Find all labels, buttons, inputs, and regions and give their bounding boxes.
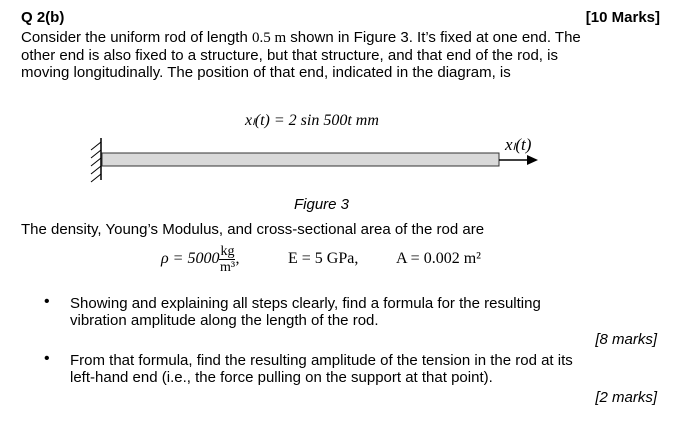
position-equation: xₗ(t) = 2 sin 500t mm xyxy=(245,112,379,129)
density-unit-fraction xyxy=(219,244,235,275)
figure-displacement-label: xₗ(t) xyxy=(505,135,532,154)
density-label: ρ = 5000 xyxy=(161,250,220,267)
density-unit-denominator: m³ xyxy=(219,259,236,275)
youngs-modulus: E = 5 GPa, xyxy=(288,250,359,267)
question-marks: [10 Marks] xyxy=(585,9,660,26)
intro-line-2: other end is also fixed to a structure, but that structure, and that end of the rod, is xyxy=(21,47,558,64)
bullet-icon: • xyxy=(44,350,50,367)
intro-text-b: shown in Figure 3. It’s fixed at one end. The xyxy=(286,29,581,46)
rod-figure xyxy=(80,128,560,190)
question-number: Q 2(b) xyxy=(21,9,65,26)
density-comma: , xyxy=(235,250,240,267)
rod-length: 0.5 m xyxy=(251,30,287,46)
task-1 xyxy=(70,295,660,329)
intro-line-3: moving longitudinally. The position of that end, indicated in the diagram, is xyxy=(21,64,511,81)
figure-caption: Figure 3 xyxy=(294,196,350,213)
task-1-line-2: vibration amplitude along the length of the rod. xyxy=(70,312,379,329)
cross-sectional-area: A = 0.002 m² xyxy=(396,250,481,267)
displacement-arrow-icon xyxy=(499,155,538,165)
task-2-marks: [2 marks] xyxy=(595,389,657,406)
properties-intro: The density, Young’s Modulus, and cross-sectional area of the rod are xyxy=(21,221,485,238)
intro-text-a: Consider the uniform rod of length xyxy=(21,29,252,46)
density-unit-numerator: kg xyxy=(220,243,235,259)
fixed-support-icon xyxy=(91,138,101,182)
task-2-line-1: From that formula, find the resulting amplitude of the tension in the rod at its xyxy=(70,352,573,369)
intro-paragraph xyxy=(21,29,671,81)
density-expression xyxy=(161,241,239,277)
intro-line-1 xyxy=(21,29,671,47)
task-2-line-2: left-hand end (i.e., the force pulling on the support at that point). xyxy=(70,369,493,386)
task-1-marks: [8 marks] xyxy=(595,331,657,348)
task-2 xyxy=(70,352,660,386)
task-1-line-1: Showing and explaining all steps clearly, find a formula for the resulting xyxy=(70,295,541,312)
bullet-icon: • xyxy=(44,293,50,310)
uniform-rod xyxy=(102,153,499,166)
